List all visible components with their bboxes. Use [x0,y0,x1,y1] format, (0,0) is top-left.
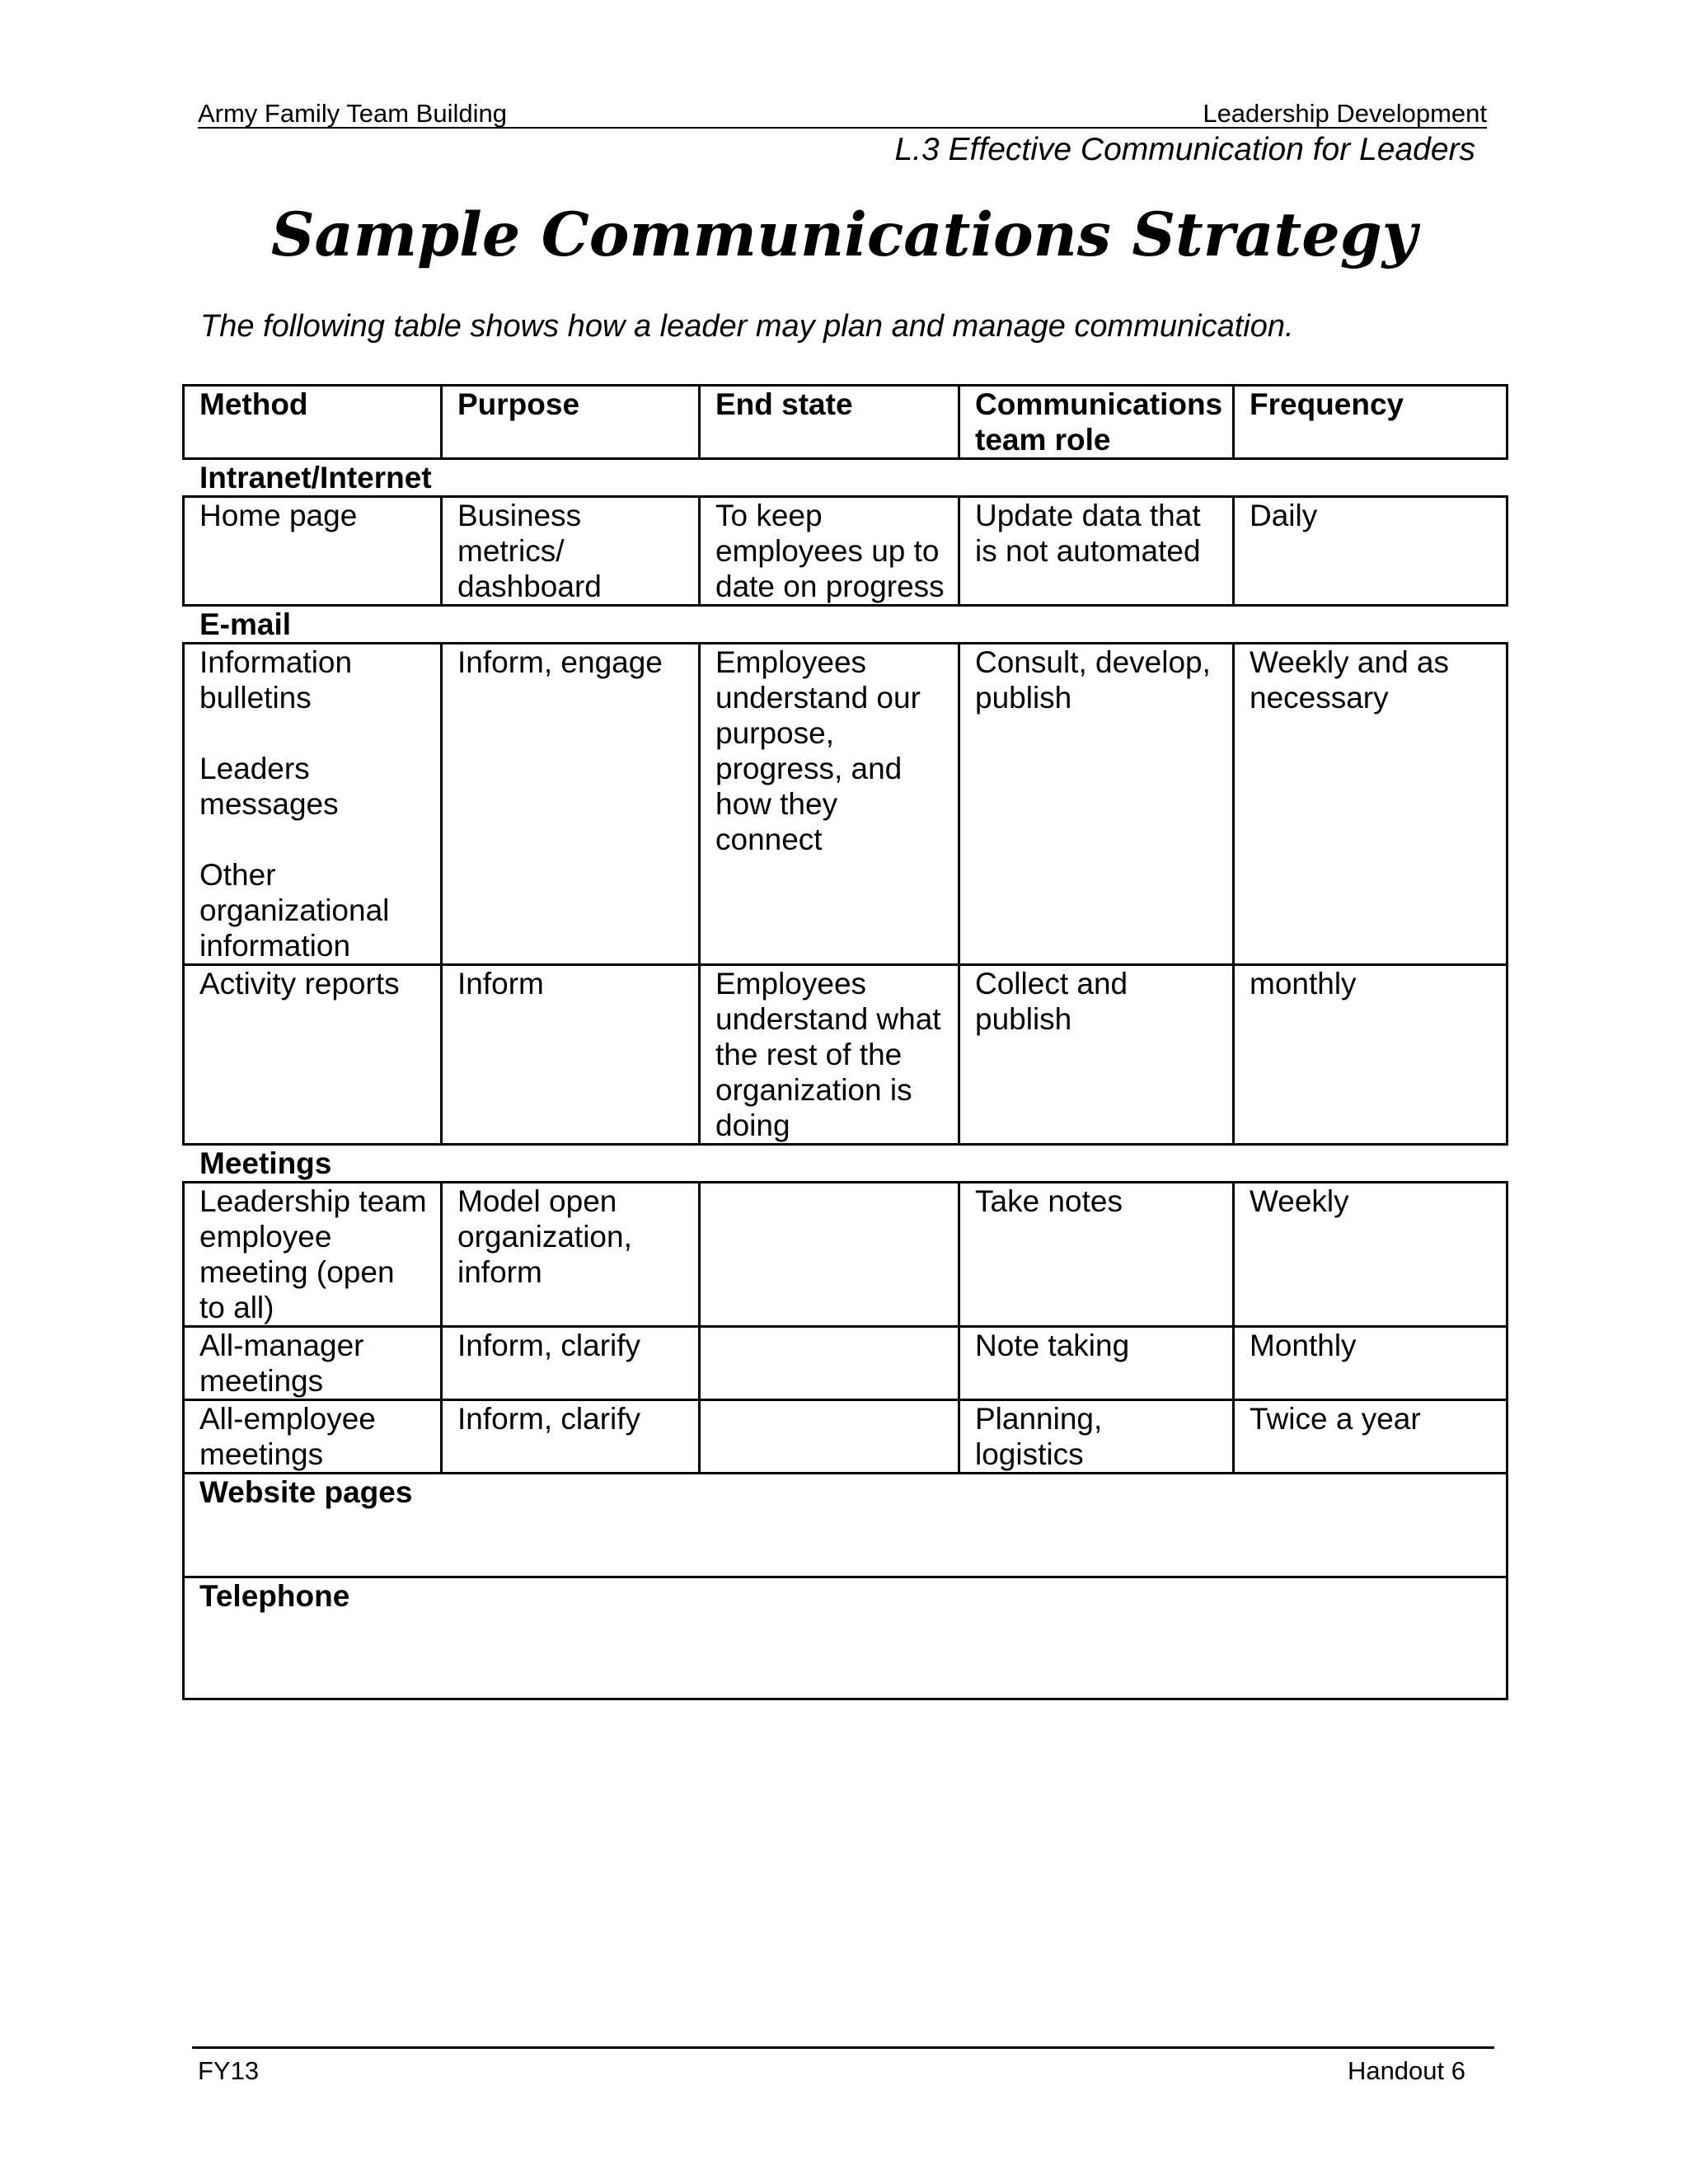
page-title: Sample Communications Strategy [270,199,1418,270]
header-left: Army Family Team Building [198,99,507,128]
cell-purpose: Inform, clarify [442,1327,700,1400]
cell-purpose: Inform, engage [442,644,700,965]
cell-method: All-manager meetings [184,1327,442,1400]
section-row-intranet [184,459,1507,497]
header-right: Leadership Development [1203,99,1487,128]
cell-frequency: Twice a year [1234,1400,1507,1474]
cell-role: Update data that is not automated [959,497,1234,606]
cell-role: Planning, logistics [959,1400,1234,1474]
table-row [184,497,1507,606]
cell-frequency: Daily [1234,497,1507,606]
column-header-frequency: Frequency [1234,386,1507,459]
section-label-telephone: Telephone [184,1577,1507,1699]
table-row [184,644,1507,965]
cell-method: Leadership team employee meeting (open to all) [184,1183,442,1327]
cell-purpose: Inform [442,965,700,1145]
method-item: Leaders messages [199,752,339,821]
section-label-meetings: Meetings [184,1145,1507,1183]
section-label-website: Website pages [184,1474,1507,1577]
cell-end-state [700,1183,959,1327]
strategy-table [182,384,1508,1700]
cell-method: Home page [184,497,442,606]
cell-role: Note taking [959,1327,1234,1400]
section-row-website [184,1474,1507,1577]
cell-purpose: Inform, clarify [442,1400,700,1474]
method-item: Other organizational information [199,858,390,963]
section-label-email: E-mail [184,606,1507,644]
cell-role: Consult, develop, publish [959,644,1234,965]
section-row-email [184,606,1507,644]
table-row [184,1327,1507,1400]
cell-end-state [700,1400,959,1474]
cell-end-state [700,1327,959,1400]
intro-text: The following table shows how a leader may plan and manage communication. [200,309,1294,344]
section-row-telephone [184,1577,1507,1699]
cell-method [184,644,442,965]
cell-method: Activity reports [184,965,442,1145]
cell-frequency: monthly [1234,965,1507,1145]
cell-end-state: Employees understand what the rest of the organization is doing [700,965,959,1145]
cell-method: All-employee meetings [184,1400,442,1474]
table-row [184,1400,1507,1474]
cell-end-state: To keep employees up to date on progress [700,497,959,606]
column-header-end-state: End state [700,386,959,459]
footer-left: FY13 [198,2056,260,2085]
cell-end-state: Employees understand our purpose, progress, and how they connect [700,644,959,965]
method-item: Information bulletins [199,645,353,715]
column-header-method: Method [184,386,442,459]
cell-role: Collect and publish [959,965,1234,1145]
table-row [184,965,1507,1145]
cell-frequency: Weekly [1234,1183,1507,1327]
section-row-meetings [184,1145,1507,1183]
footer-rule [192,2046,1494,2049]
cell-role: Take notes [959,1183,1234,1327]
cell-purpose: Business metrics/ dashboard [442,497,700,606]
cell-frequency: Weekly and as necessary [1234,644,1507,965]
cell-purpose: Model open organization, inform [442,1183,700,1327]
section-label-intranet: Intranet/Internet [184,459,1507,497]
column-header-role: Communications team role [959,386,1234,459]
cell-frequency: Monthly [1234,1327,1507,1400]
table-header-row [184,386,1507,459]
column-header-purpose: Purpose [442,386,700,459]
footer-right: Handout 6 [1347,2056,1465,2085]
header-rule [198,127,1487,129]
table-row [184,1183,1507,1327]
header-subtitle: L.3 Effective Communication for Leaders [894,132,1475,167]
